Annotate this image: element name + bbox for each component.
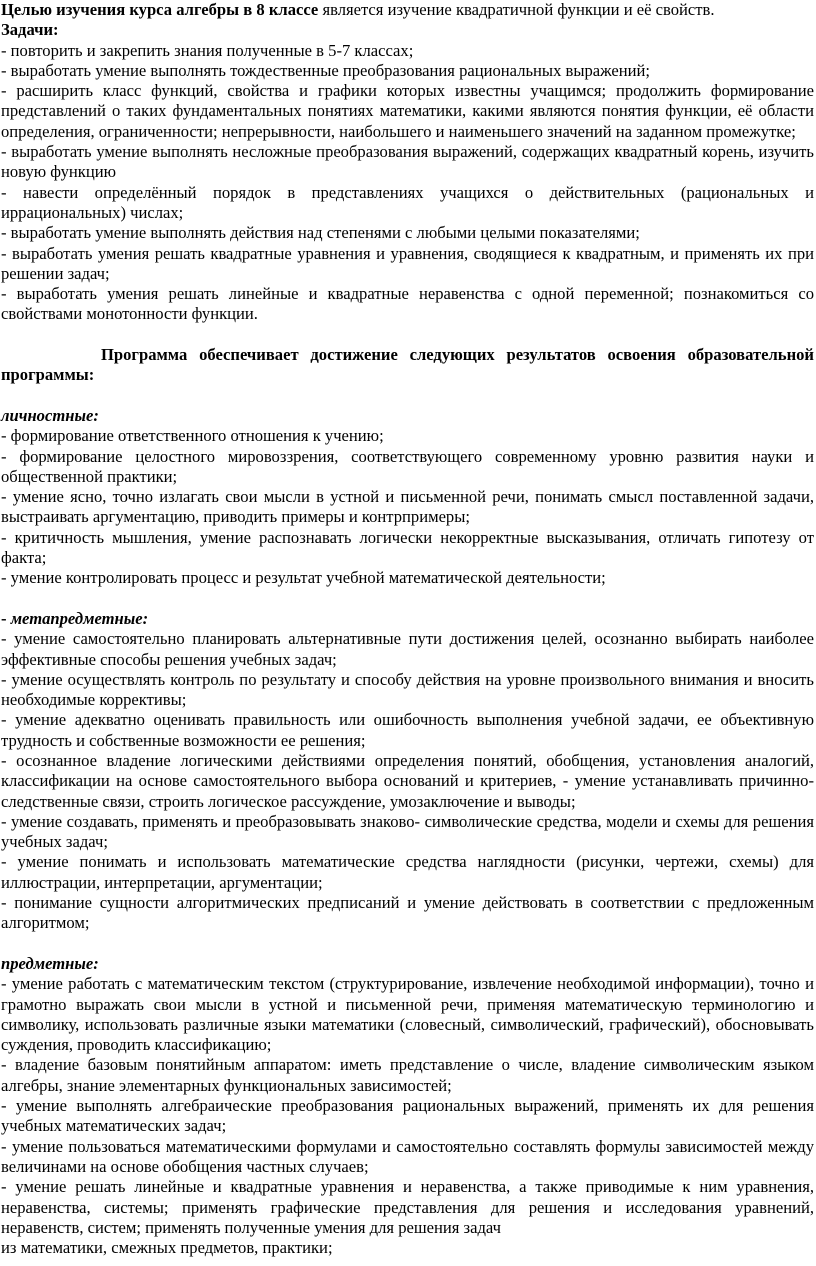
- subject-heading: предметные:: [1, 953, 99, 973]
- intro-lead-rest: является изучение квадратичной функции и её свойств.: [318, 0, 715, 19]
- personal-item: - формирование ответственного отношения к учению;: [1, 426, 384, 446]
- personal-item: - умение контролировать процесс и результат учебной математической деятельности;: [1, 568, 606, 588]
- subject-item-tail: из математики, смежных предметов, практики;: [1, 1238, 333, 1258]
- personal-heading: личностные:: [1, 405, 99, 425]
- intro-paragraph: [1, 0, 814, 20]
- meta-item: - умение адекватно оценивать правильность или ошибочность выполнения учебной задачи, ее объективную трудность и собственные возможности ее решения;: [1, 710, 814, 750]
- spacer: [1, 386, 814, 406]
- personal-item: - умение ясно, точно излагать свои мысли в устной и письменной речи, понимать смысл поставленной задачи, выстраивать аргументацию, приводить примеры и контрпримеры;: [1, 487, 814, 527]
- spacer: [1, 325, 814, 345]
- meta-item: - умение осуществлять контроль по результату и способу действия на уровне произвольного внимания и вносить необходимые коррективы;: [1, 669, 814, 710]
- meta-item: - осознанное владение логическими действиями определения понятий, обобщения, установления аналогий, классификации на основе самостоятельного выбора оснований и критериев, - умение устанавливать причинно-следственные связи, строить логическое рассуждение, умозаключение и выводы;: [1, 750, 814, 811]
- subject-item: - умение решать линейные и квадратные уравнения и неравенства, а также приводимые к ним уравнения, неравенства, системы; применять графические представления для решения и исследования уравнений, неравенств, систем; применять полученные умения для решения задач: [1, 1177, 814, 1237]
- meta-heading: метапредметные:: [10, 608, 149, 628]
- meta-heading-line: [1, 609, 814, 629]
- task-item: - повторить и закрепить знания полученные в 5-7 классах;: [1, 40, 414, 60]
- tasks-heading: Задачи:: [1, 20, 59, 40]
- task-item: - выработать умения решать квадратные уравнения и уравнения, сводящиеся к квадратным, и применять их при решении задач;: [1, 243, 814, 283]
- subject-item: - умение пользоваться математическими формулами и самостоятельно составлять формулы зависимостей между величинами на основе обобщения частных случаев;: [1, 1136, 814, 1176]
- subject-item: - умение выполнять алгебраические преобразования рациональных выражений, применять их для решения учебных математических задач;: [1, 1096, 814, 1136]
- subject-item: - владение базовым понятийным аппаратом: иметь представление о числе, владение символическим языком алгебры, знание элементарных функциональных зависимостей;: [1, 1055, 814, 1095]
- intro-lead-bold: Целью изучения курса алгебры в 8 классе: [1, 0, 319, 19]
- spacer: [1, 589, 814, 609]
- personal-item: - формирование целостного мировоззрения, соответствующего современному уровню развития науки и общественной практики;: [1, 446, 814, 486]
- subject-item: - умение работать с математическим текстом (структурирование, извлечение необходимой информации), точно и грамотно выражать свои мысли в устной и письменной речи, применяя математическую терминологию и символику, использовать различные языки математики (словесный, символический, графический), обосновывать суждения, проводить классификацию;: [1, 974, 814, 1055]
- task-item: - выработать умение выполнять несложные преобразования выражений, содержащих квадратный корень, изучить новую функцию: [1, 142, 814, 182]
- task-item: - выработать умения решать линейные и квадратные неравенства с одной переменной; познакомиться со свойствами монотонности функции.: [1, 284, 814, 324]
- meta-item: - умение понимать и использовать математические средства наглядности (рисунки, чертежи, схемы) для иллюстрации, интерпретации, аргументации;: [1, 852, 814, 892]
- meta-item: - умение создавать, применять и преобразовывать знаково- символические средства, модели и схемы для решения учебных задач;: [1, 811, 814, 852]
- results-heading: Программа обеспечивает достижение следующих результатов освоения образовательной программы:: [1, 345, 814, 385]
- task-item: - выработать умение выполнять тождественные преобразования рациональных выражений;: [1, 60, 651, 80]
- meta-item: - понимание сущности алгоритмических предписаний и умение действовать в соответствии с предложенным алгоритмом;: [1, 893, 814, 933]
- task-item: - расширить класс функций, свойства и графики которых известны учащимся; продолжить формирование представлений о таких фундаментальных понятиях математики, какими являются понятия функции, её области определения, ограниченности; непрерывности, наибольшего и наименьшего значений на заданном промежутке;: [1, 81, 814, 141]
- spacer: [1, 934, 814, 954]
- task-item: - навести определённый порядок в представлениях учащихся о действительных (рациональных и иррациональных) числах;: [1, 182, 814, 222]
- task-item: - выработать умение выполнять действия над степенями с любыми целыми показателями;: [1, 223, 640, 243]
- meta-heading-prefix: -: [1, 608, 11, 628]
- meta-item: - умение самостоятельно планировать альтернативные пути достижения целей, осознанно выбирать наиболее эффективные способы решения учебных задач;: [1, 629, 814, 669]
- personal-item: - критичность мышления, умение распознавать логически некорректные высказывания, отличать гипотезу от факта;: [1, 527, 814, 568]
